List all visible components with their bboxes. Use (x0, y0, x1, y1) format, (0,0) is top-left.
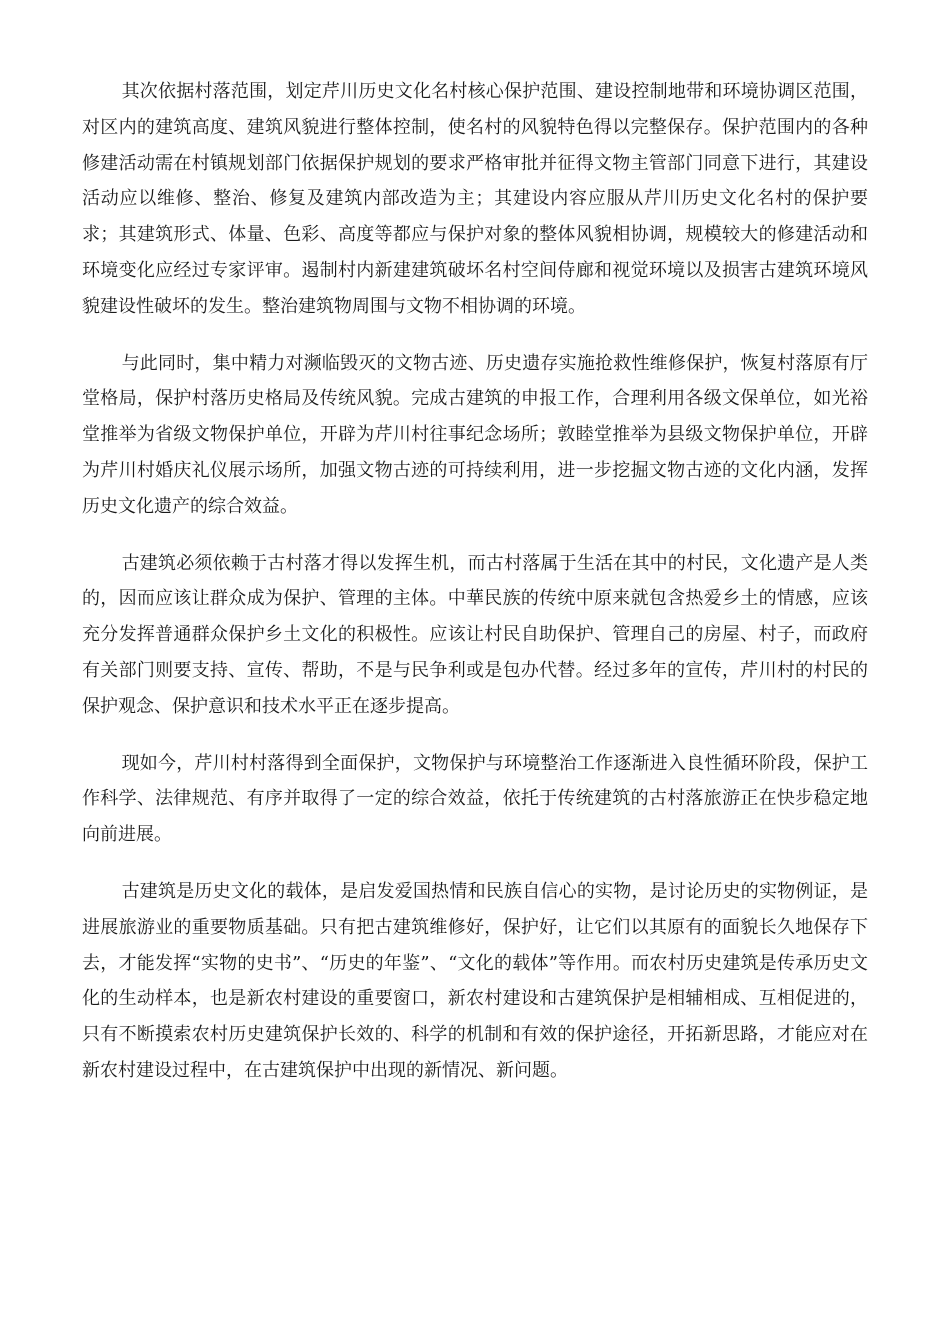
paragraph-2: 与此同时，集中精力对濒临毁灭的文物古迹、历史遗存实施抢救性维修保护，恢复村落原有厅堂格局，保护村落历史格局及传统风貌。完成古建筑的申报工作，合理利用各级文保单位，如光裕堂推举为省级文物保护单位，开辟为芹川村往事纪念场所；敦睦堂推举为县级文物保护单位，开辟为芹川村婚庆礼仪展示场所，加强文物古迹的可持续利用，进一步挖掘文物古迹的文化内涵，发挥历史文化遗产的综合效益。 (82, 352, 868, 517)
paragraph-4: 现如今，芹川村村落得到全面保护，文物保护与环境整治工作逐渐进入良性循环阶段，保护工作科学、法律规范、有序并取得了一定的综合效益，依托于传统建筑的古村落旅游正在快步稳定地向前进展。 (82, 752, 868, 846)
paragraph-5: 古建筑是历史文化的载体，是启发爱国热情和民族自信心的实物，是讨论历史的实物例证，是进展旅游业的重要物质基础。只有把古建筑维修好，保护好，让它们以其原有的面貌长久地保存下去，才能发挥“实物的史书”、“历史的年鉴”、“文化的载体”等作用。而农村历史建筑是传承历史文化的生动样本，也是新农村建设的重要窗口，新农村建设和古建筑保护是相辅相成、互相促进的，只有不断摸索农村历史建筑保护长效的、科学的机制和有效的保护途径，开拓新思路，才能应对在新农村建设过程中，在古建筑保护中出现的新情况、新问题。 (82, 880, 868, 1081)
paragraph-3: 古建筑必须依赖于古村落才得以发挥生机，而古村落属于生活在其中的村民，文化遗产是人类的，因而应该让群众成为保护、管理的主体。中華民族的传统中原来就包含热爱乡土的情感，应该充分发挥普通群众保护乡土文化的积极性。应该让村民自助保护、管理自己的房屋、村子，而政府有关部门则要支持、宣传、帮助，不是与民争利或是包办代替。经过多年的宣传，芹川村的村民的保护观念、保护意识和技术水平正在逐步提高。 (82, 552, 868, 717)
document-page (82, 74, 868, 1110)
paragraph-1: 其次依据村落范围，划定芹川历史文化名村核心保护范围、建设控制地带和环境协调区范围，对区内的建筑高度、建筑风貌进行整体控制，使名村的风貌特色得以完整保存。保护范围内的各种修建活动需在村镇规划部门依据保护规划的要求严格审批并征得文物主管部门同意下进行，其建设活动应以维修、整治、修复及建筑内部改造为主；其建设内容应服从芹川历史文化名村的保护要求；其建筑形式、体量、色彩、高度等都应与保护对象的整体风貌相协调，规模较大的修建活动和环境变化应经过专家评审。遏制村内新建建筑破坏名村空间侍廊和视觉环境以及损害古建筑环境风貌建设性破坏的发生。整治建筑物周围与文物不相协调的环境。 (82, 81, 868, 317)
